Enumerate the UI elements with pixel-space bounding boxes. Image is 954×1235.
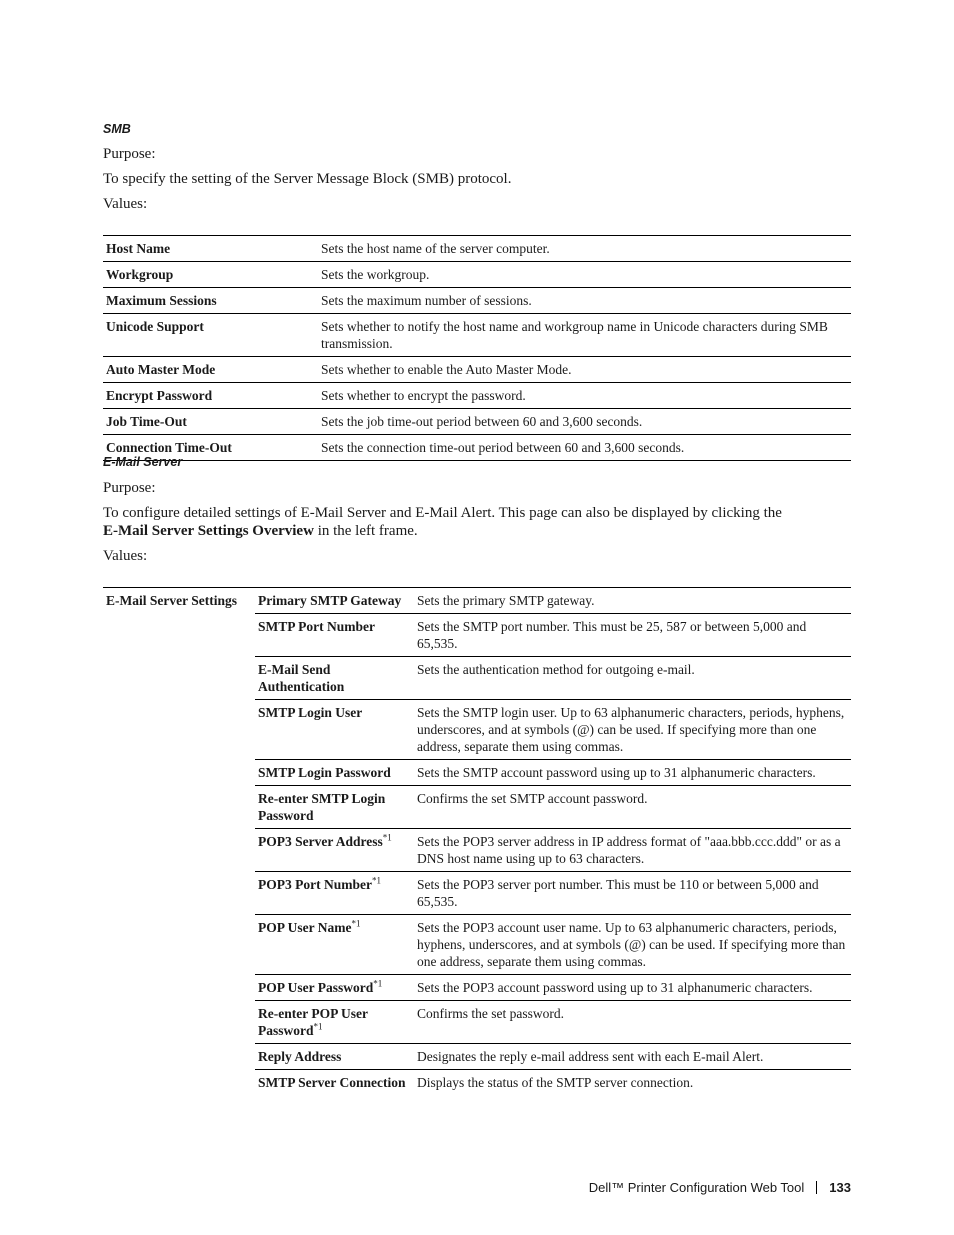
smb-purpose-text: To specify the setting of the Server Message Block (SMB) protocol. (103, 171, 512, 187)
footer-title: Dell™ Printer Configuration Web Tool (588, 1180, 805, 1195)
email-values-table (103, 587, 851, 1095)
setting-description: Sets the job time-out period between 60 and 3,600 seconds. (318, 409, 851, 435)
setting-description: Sets the primary SMTP gateway. (414, 588, 851, 614)
setting-name: Workgroup (103, 262, 318, 288)
setting-name: POP User Name$^{*1}$ (255, 915, 414, 975)
page-number: 133 (829, 1180, 851, 1195)
setting-description: Sets the connection time-out period between 60 and 3,600 seconds. (318, 435, 851, 461)
smb-values-table (103, 235, 851, 461)
setting-name: POP User Password$^{*1}$ (255, 975, 414, 1001)
setting-name: SMTP Login User (255, 700, 414, 760)
setting-description: Sets the POP3 server address in IP address format of "aaa.bbb.ccc.ddd" or as a DNS host name using up to 63 characters. (414, 829, 851, 872)
smb-values-label: Values: (103, 196, 148, 212)
setting-description: Sets the workgroup. (318, 262, 851, 288)
setting-name: Primary SMTP Gateway (255, 588, 414, 614)
footnote-mark: *1 (371, 875, 381, 886)
smb-purpose-label: Purpose: (103, 146, 156, 162)
setting-description: Sets the SMTP login user. Up to 63 alphanumeric characters, periods, hyphens, underscores, and at symbols (@) can be used. If specifying more than one address, separate them using commas. (414, 700, 851, 760)
setting-description: Confirms the set SMTP account password. (414, 786, 851, 829)
table-row (103, 357, 851, 383)
setting-description: Sets the POP3 account user name. Up to 63 alphanumeric characters, periods, hyphens, underscores, and at symbols (@) can be used. If specifying more than one address, separate them using commas. (414, 915, 851, 975)
setting-description: Sets the POP3 account password using up to 31 alphanumeric characters. (414, 975, 851, 1001)
setting-name: E-Mail Send Authentication (255, 657, 414, 700)
table-row (103, 588, 851, 614)
setting-name: SMTP Port Number (255, 614, 414, 657)
setting-description: Sets whether to notify the host name and workgroup name in Unicode characters during SMB transmission. (318, 314, 851, 357)
email-purpose-text-2: in the left frame. (313, 523, 418, 539)
setting-description: Designates the reply e-mail address sent with each E-mail Alert. (414, 1044, 851, 1070)
setting-name: Connection Time-Out (103, 435, 318, 461)
table-row (103, 288, 851, 314)
table-row (103, 409, 851, 435)
setting-name: Reply Address (255, 1044, 414, 1070)
setting-description: Sets whether to enable the Auto Master Mode. (318, 357, 851, 383)
table-row (103, 236, 851, 262)
setting-name: Host Name (103, 236, 318, 262)
setting-description: Sets the SMTP port number. This must be 25, 587 or between 5,000 and 65,535. (414, 614, 851, 657)
setting-name: SMTP Login Password (255, 760, 414, 786)
footnote-mark: *1 (313, 1021, 323, 1032)
footer-divider (816, 1181, 817, 1194)
setting-description: Sets the host name of the server computer. (318, 236, 851, 262)
page-footer (589, 1180, 851, 1195)
email-purpose-text-1: To configure detailed settings of E-Mail Server and E-Mail Alert. This page can also be displayed by clicking the (103, 505, 782, 521)
setting-name: Encrypt Password (103, 383, 318, 409)
table-row (103, 383, 851, 409)
email-server-heading: E-Mail Server (103, 455, 183, 469)
setting-description: Displays the status of the SMTP server connection. (417, 1075, 694, 1090)
setting-name: Auto Master Mode (103, 357, 318, 383)
setting-description: Sets the maximum number of sessions. (318, 288, 851, 314)
setting-name: Maximum Sessions (103, 288, 318, 314)
email-settings-overview-link-text: E-Mail Server Settings Overview (103, 523, 314, 539)
setting-name: Re-enter POP User Password$^{*1}$ (255, 1001, 414, 1044)
footnote-mark: *1 (351, 918, 361, 929)
email-values-label: Values: (103, 548, 148, 564)
setting-description: Confirms the set password. (414, 1001, 851, 1044)
setting-name: POP3 Port Number$^{*1}$ (255, 872, 414, 915)
setting-name: Job Time-Out (103, 409, 318, 435)
setting-name: SMTP Server Connection (258, 1075, 406, 1090)
email-purpose-label: Purpose: (103, 480, 156, 496)
smb-heading: SMB (103, 122, 131, 136)
footnote-mark: *1 (382, 832, 392, 843)
table-row (103, 435, 851, 461)
setting-name: Unicode Support (103, 314, 318, 357)
table-row (103, 262, 851, 288)
table-row (103, 314, 851, 357)
email-group-label: E-Mail Server Settings (106, 593, 237, 608)
setting-description: Sets the authentication method for outgoing e-mail. (414, 657, 851, 700)
email-purpose-text (103, 504, 833, 540)
footnote-mark: *1 (373, 978, 383, 989)
setting-name: POP3 Server Address$^{*1}$ (255, 829, 414, 872)
setting-description: Sets whether to encrypt the password. (318, 383, 851, 409)
setting-name: Re-enter SMTP Login Password (255, 786, 414, 829)
setting-description: Sets the POP3 server port number. This must be 110 or between 5,000 and 65,535. (414, 872, 851, 915)
setting-description: Sets the SMTP account password using up to 31 alphanumeric characters. (414, 760, 851, 786)
